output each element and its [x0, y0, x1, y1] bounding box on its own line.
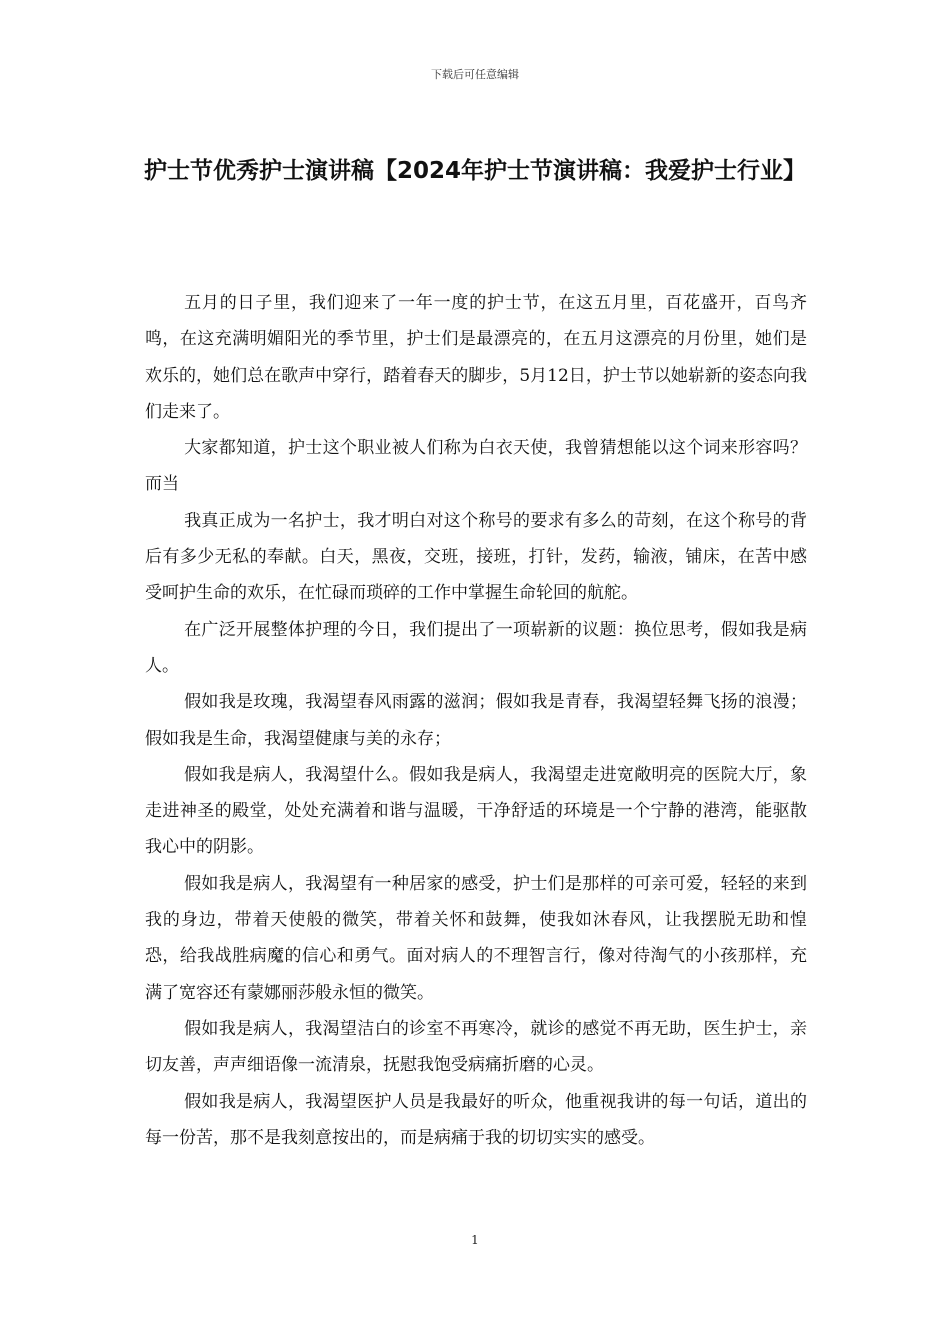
header-note: 下载后可任意编辑	[431, 68, 519, 81]
document-body	[145, 285, 807, 1156]
paragraph: 假如我是病人，我渴望什么。假如我是病人，我渴望走进宽敞明亮的医院大厅，象走进神圣的殿堂，处处充满着和谐与温暖，干净舒适的环境是一个宁静的港湾，能驱散我心中的阴影。	[145, 764, 807, 858]
page-number: 1	[471, 1233, 479, 1247]
paragraph: 五月的日子里，我们迎来了一年一度的护士节，在这五月里，百花盛开，百鸟齐鸣，在这充满明媚阳光的季节里，护士们是最漂亮的，在五月这漂亮的月份里，她们是欢乐的，她们总在歌声中穿行，踏着春天的脚步，5月12日，护士节以她崭新的姿态向我们走来了。	[145, 293, 807, 422]
paragraph: 假如我是病人，我渴望有一种居家的感受，护士们是那样的可亲可爱，轻轻的来到我的身边，带着天使般的微笑，带着关怀和鼓舞，使我如沐春风，让我摆脱无助和惶恐，给我战胜病魔的信心和勇气。面对病人的不理智言行，像对待淘气的小孩那样，充满了宽容还有蒙娜丽莎般永恒的微笑。	[145, 873, 807, 1003]
paragraph: 假如我是玫瑰，我渴望春风雨露的滋润；假如我是青春，我渴望轻舞飞扬的浪漫；假如我是生命，我渴望健康与美的永存；	[145, 692, 807, 749]
paragraph: 我真正成为一名护士，我才明白对这个称号的要求有多么的苛刻，在这个称号的背后有多少无私的奉献。白天，黑夜，交班，接班，打针，发药，输液，铺床，在苦中感受呵护生命的欢乐，在忙碌而琐碎的工作中掌握生命轮回的航舵。	[145, 510, 807, 604]
paragraph: 假如我是病人，我渴望医护人员是我最好的听众，他重视我讲的每一句话，道出的每一份苦，那不是我刻意按出的，而是病痛于我的切切实实的感受。	[145, 1091, 807, 1148]
paragraph: 大家都知道，护士这个职业被人们称为白衣天使，我曾猜想能以这个词来形容吗？而当	[145, 438, 807, 495]
paragraph: 假如我是病人，我渴望洁白的诊室不再寒冷，就诊的感觉不再无助，医生护士，亲切友善，声声细语像一流清泉，抚慰我饱受病痛折磨的心灵。	[145, 1018, 807, 1076]
document-title: 护士节优秀护士演讲稿【2024年护士节演讲稿：我爱护士行业】	[143, 158, 806, 184]
paragraph: 在广泛开展整体护理的今日，我们提出了一项崭新的议题：换位思考，假如我是病人。	[145, 619, 807, 676]
